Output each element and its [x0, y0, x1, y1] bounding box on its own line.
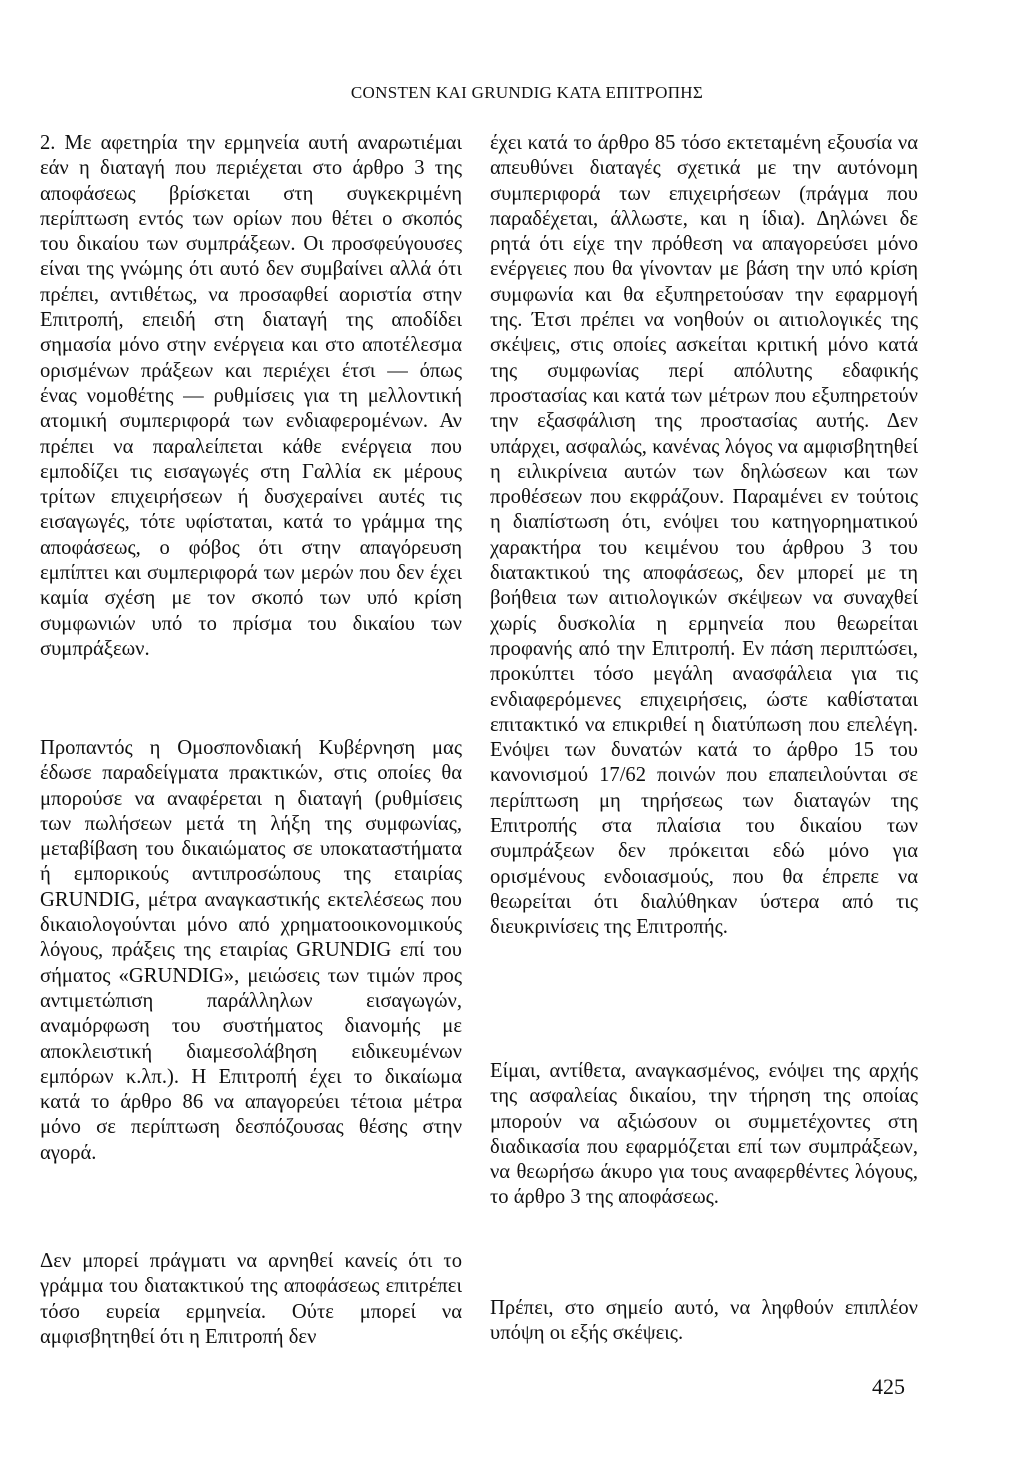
left-column-paragraph-3 [40, 1249, 462, 1350]
paragraph-text: Είμαι, αντίθετα, αναγκασμένος, ενόψει της αρχής της ασφαλείας δικαίου, την τήρηση της οποίας μπορούν να αξιώσουν οι συμμετέχοντες στη διαδικασία που εφαρμόζεται επί των συμπράξεων, να θεωρήσω άκυρο για τους αναφερθέντες λόγους, το άρθρο 3 της αποφάσεως. [490, 1060, 918, 1209]
paragraph-text: έχει κατά το άρθρο 85 τόσο εκτεταμένη εξουσία να απευθύνει διαταγές σχετικά με την αυτόνομη συμπεριφορά των επιχειρήσεων (πράγμα που παραδέχεται, άλλωστε, και η ίδια). Δηλώνει δε ρητά ότι είχε την πρόθεση να απαγορεύσει μόνο ενέργειες που θα γίνονταν με βάση την υπό κρίση συμφωνία και θα εξυπηρετούσαν την εφαρμογή της. Έτσι πρέπει να νοηθούν οι αιτιολογικές της σκέψεις, στις οποίες ασκείται κριτική μόνο κατά της συμφωνίας περί απόλυτης εδαφικής προστασίας και κατά των μέτρων που εξυπηρετούν την εξασφάλιση της προστασίας αυτής. Δεν υπάρχει, ασφαλώς, κανένας λόγος να αμφισβητηθεί η ειλικρίνεια αυτών των δηλώσεων και των προθέσεων που εκφράζουν. Παραμένει εν τούτοις η διαπίστωση ότι, ενόψει του κατηγορηματικού χαρακτήρα του κειμένου του άρθρου 3 του διατακτικού της αποφάσεως, δεν μπορεί με τη βοήθεια των αιτιολογικών σκέψεων να συναχθεί χωρίς δυσκολία η ερμηνεία που θεωρείται προφανής από την Επιτροπή. Εν πάση περιπτώσει, προκύπτει τόσο μεγάλη ανασφάλεια για τις ενδιαφερόμενες επιχειρήσεις, ώστε καθίσταται επιτακτικό να επικριθεί η διατύπωση που επελέγη. Ενόψει των δυνατών κατά το άρθρο 15 του κανονισμού 17/62 ποινών που επαπειλούνται σε περίπτωση μη τηρήσεως των διαταγών της Επιτροπής στα πλαίσια του δικαίου των συμπράξεων δεν πρόκειται εδώ μόνο για ορισμένους ενδοιασμούς, που θα έπρεπε να θεωρείται ότι διαλύθηκαν ύστερα από τις διευκρινίσεις της Επιτροπής. [490, 132, 918, 939]
right-column-paragraph-1 [490, 131, 918, 941]
right-column-paragraph-2 [490, 1059, 918, 1211]
paragraph-text: Δεν μπορεί πράγματι να αρνηθεί κανείς ότι το γράμμα του διατακτικού της αποφάσεως επιτρέπει τόσο ευρεία ερμηνεία. Ούτε μπορεί να αμφισβητηθεί ότι η Επιτροπή δεν [40, 1250, 462, 1348]
paragraph-text: Προπαντός η Ομοσπονδιακή Κυβέρνηση μας έδωσε παραδείγματα πρακτικών, στις οποίες θα μπορούσε να αναφέρεται η διαταγή (ρυθμίσεις των πωλήσεων μετά τη λήξη της συμφωνίας, μεταβίβαση του δικαιώματος σε υποκαταστήματα ή εμπορικούς αντιπροσώπους της εταιρίας GRUNDIG, μέτρα αναγκαστικής εκτελέσεως που δικαιολογούνται μόνο από χρηματοοικονομικούς λόγους, πράξεις της εταιρίας GRUNDIG επί του σήματος «GRUNDIG», μειώσεις των τιμών προς αντιμετώπιση παράλληλων εισαγωγών, αναμόρφωση του συστήματος διανομής με αποκλειστική διαμεσολάβηση ειδικευμένων εμπόρων κ.λπ.). Η Επιτροπή έχει το δικαίωμα κατά το άρθρο 86 να απαγορεύει τέτοια μέτρα μόνο σε περίπτωση δεσπόζουσας θέσης στην αγορά. [40, 737, 462, 1164]
left-column-paragraph-1 [40, 131, 462, 662]
running-header: CONSTEN ΚΑΙ GRUNDIG ΚΑΤΑ ΕΠΙΤΡΟΠΗΣ [350, 83, 704, 102]
right-column-paragraph-3 [490, 1296, 918, 1347]
page-number: 425 [872, 1374, 905, 1399]
paragraph-text: Πρέπει, στο σημείο αυτό, να ληφθούν επιπλέον υπόψη οι εξής σκέψεις. [490, 1297, 918, 1345]
paragraph-text: 2. Με αφετηρία την ερμηνεία αυτή αναρωτιέμαι εάν η διαταγή που περιέχεται στο άρθρο 3 της αποφάσεως βρίσκεται στη συγκεκριμένη περίπτωση εντός των ορίων που θέτει ο σκοπός του δικαίου των συμπράξεων. Οι προσφεύγουσες είναι της γνώμης ότι αυτό δεν συμβαίνει αλλά ότι πρέπει, αντιθέτως, να προσαφθεί αοριστία στην Επιτροπή, επειδή στη διαταγή της αποδίδει σημασία μόνο στην ενέργεια και στο αποτέλεσμα ορισμένων πράξεων και περιέχει έτσι — όπως ένας νομοθέτης — ρυθμίσεις για τη μελλοντική ατομική συμπεριφορά των ενδιαφερομένων. Αν πρέπει να παραλείπεται κάθε ενέργεια που εμποδίζει τις εισαγωγές στη Γαλλία εκ μέρους τρίτων επιχειρήσεων ή δυσχεραίνει αυτές τις εισαγωγές, τότε υφίσταται, κατά το γράμμα της αποφάσεως, ο φόβος ότι στην απαγόρευση εμπίπτει και συμπεριφορά των μερών που δεν έχει καμία σχέση με τον σκοπό των υπό κρίση συμφωνιών υπό το πρίσμα του δικαίου των συμπράξεων. [40, 132, 462, 660]
left-column-paragraph-2 [40, 736, 462, 1166]
